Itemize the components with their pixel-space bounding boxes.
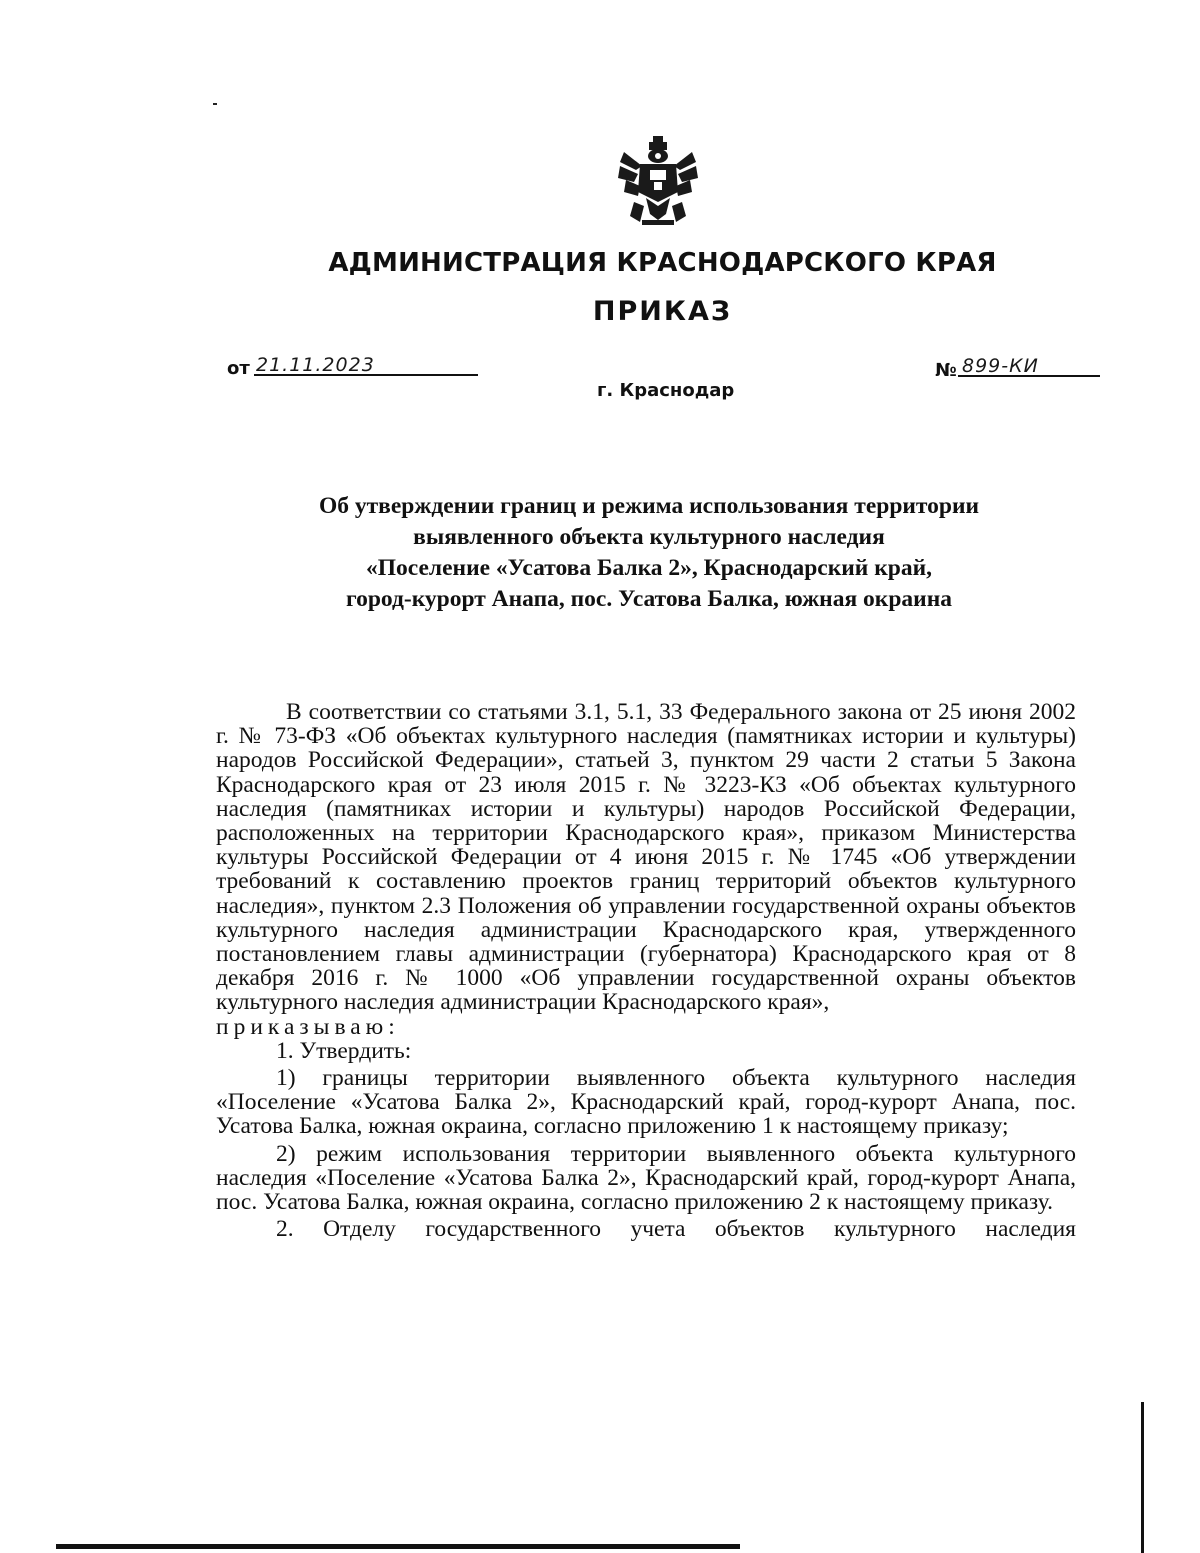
title-line: выявленного объекта культурного наследия	[413, 524, 885, 550]
preamble-paragraph: В соответствии со статьями 3.1, 5.1, 33 Федерального закона от 25 июня 2002 г. № 73-ФЗ «Об объектах культурного наследия (памятниках истории и культуры) народов Российской Федерации», статьей 3, пунктом 29 части 2 статьи 5 Закона Краснодарского края от 23 июля 2015 г. № 3223-КЗ «Об объектах культурного наследия (памятниках истории и культуры) народов Российской Федерации, расположенных на территории Краснодарского края», приказом Министерства культуры Российской Федерации от 4 июня 2015 г. № 1745 «Об утверждении требований к составлению проектов границ территорий объектов культурного наследия», пунктом 2.3 Положения об управлении государственной охраны объектов культурного наследия администрации Краснодарского края, утвержденного постановлением главы администрации (губернатора) Краснодарского края от 8 декабря 2016 г. № 1000 «Об управлении государственной охраны объектов культурного наследия администрации Краснодарского края»,	[216, 699, 1076, 1016]
date-label: от	[227, 358, 250, 379]
item-1-1: 1) границы территории выявленного объекта культурного наследия «Поселение «Усатова Балка 2», Краснодарский край, город-курорт Анапа, пос. Усатова Балка, южная окраина, согласно приложению 1 к настоящему приказу;	[216, 1065, 1076, 1140]
item-1: 1. Утвердить:	[276, 1037, 412, 1064]
document-type: ПРИКАЗ	[592, 296, 733, 327]
city: г. Краснодар	[597, 380, 735, 401]
document-title	[230, 491, 1068, 615]
coat-of-arms-icon	[616, 136, 700, 226]
date-value: 21.11.2023	[254, 354, 478, 376]
number-value: 899-КИ	[958, 355, 1100, 377]
scan-edge-right	[1141, 1402, 1144, 1553]
scan-edge-bottom	[56, 1544, 740, 1549]
title-line: Об утверждении границ и режима использования территории	[318, 493, 980, 519]
title-line: «Поселение «Усатова Балка 2», Краснодарский край,	[365, 555, 932, 581]
document-body	[216, 700, 1076, 1241]
item-1-2: 2) режим использования территории выявленного объекта культурного наследия «Поселение «Усатова Балка 2», Краснодарский край, город-курорт Анапа, пос. Усатова Балка, южная окраина, согласно приложению 2 к настоящему приказу.	[216, 1140, 1076, 1216]
number-label: №	[935, 360, 957, 381]
agency-name: АДМИНИСТРАЦИЯ КРАСНОДАРСКОГО КРАЯ	[328, 248, 997, 278]
title-line: город-курорт Анапа, пос. Усатова Балка, южная окраина	[346, 586, 952, 612]
order-word: приказываю:	[216, 1013, 400, 1040]
item-2: 2. Отделу государственного учета объектов культурного наследия	[276, 1216, 1076, 1243]
scan-speck	[213, 103, 217, 105]
